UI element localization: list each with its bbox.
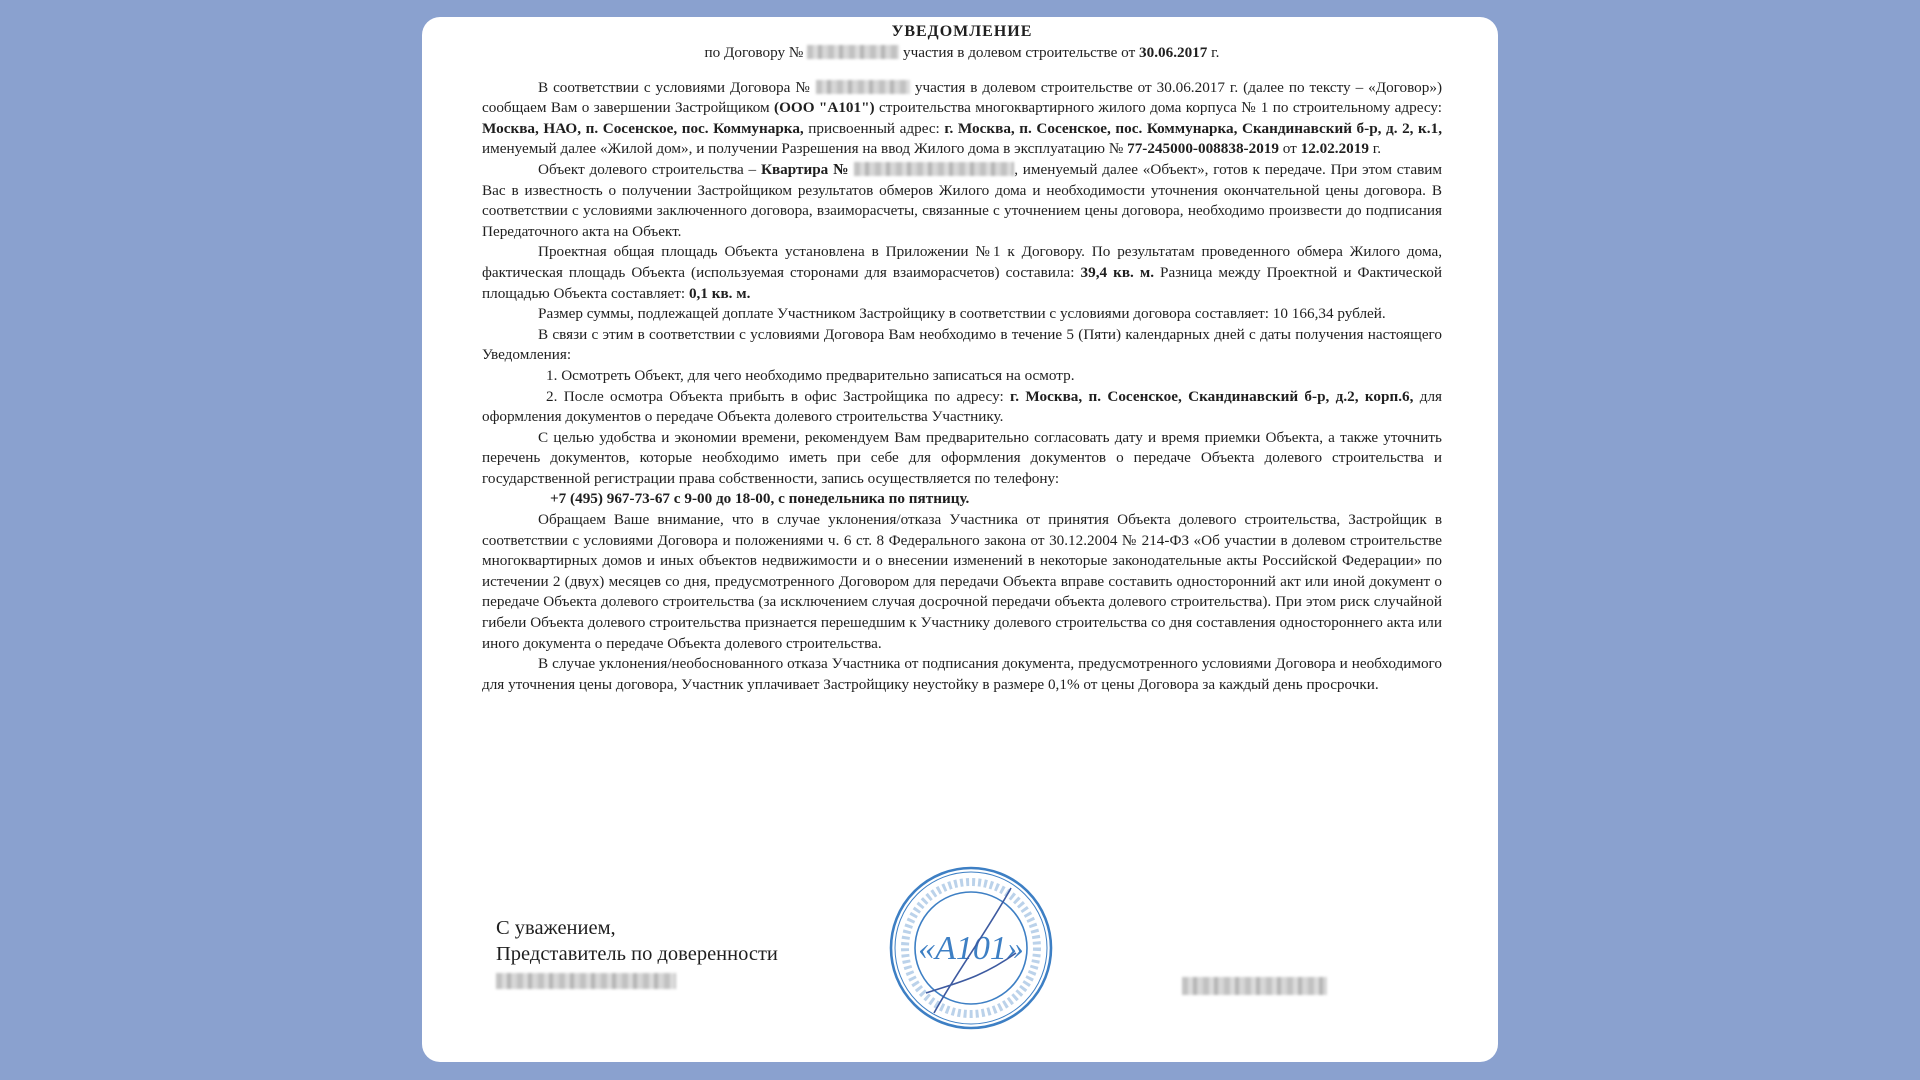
actual-area: 39,4 кв. м.	[1080, 263, 1155, 281]
redacted-contract-number	[807, 45, 899, 59]
paragraph-deadline: В связи с этим в соответствии с условиями Договора Вам необходимо в течение 5 (Пяти) календарных дней с даты получения настоящего Уведомления:	[482, 325, 1442, 364]
assigned-address: г. Москва, п. Сосенское, пос. Коммунарка, Скандинавский б-р, д. 2, к.1,	[944, 119, 1442, 137]
list-item-inspect: 1. Осмотреть Объект, для чего необходимо предварительно записаться на осмотр.	[546, 366, 1075, 384]
paragraph-sum	[482, 304, 1442, 325]
p2-b: , именуемый далее «Объект», готов к передаче. При этом ставим Вас в известность о получении Застройщиком результатов обмеров Жилого дома и необходимости уточнения окончательной цены договора. В соответствии с условиями заключенного договора, взаиморасчеты, связанные с уточнением цены договора, необходимо произвести до подписания Передаточного акта на Объект.	[482, 160, 1442, 240]
paragraph-appointment: С целью удобства и экономии времени, рекомендуем Вам предварительно согласовать дату и время приемки Объекта, а также уточнить перечень документов, которые необходимо иметь при себе для оформления документов о передаче Объекта долевого строительства и государственной регистрации права собственности, запись осуществляется по телефону:	[482, 428, 1442, 487]
p1-c: строительства многоквартирного жилого дома корпуса № 1 по строительному адресу:	[879, 99, 1443, 117]
paragraph-completion	[482, 78, 1442, 160]
redacted-contract-number	[816, 80, 910, 94]
area-difference: 0,1 кв. м.	[688, 284, 751, 302]
p1-e: именуемый далее «Жилой дом», и получении Разрешения на ввод Жилого дома в эксплуатацию №	[482, 140, 1124, 158]
company-name: (ООО "А101")	[774, 99, 875, 117]
p1-b: участия в долевом строительстве от 30.06.2017 г. (далее по тексту – «Договор») сообщаем Вам о завершении Застройщиком	[482, 78, 1443, 117]
li2-a: 2. После осмотра Объекта прибыть в офис Застройщика по адресу:	[546, 387, 1004, 405]
company-stamp	[886, 863, 1056, 1033]
flat-label: Квартира №	[760, 160, 850, 178]
phone-line: +7 (495) 967-73-67 с 9-00 до 18-00, с понедельника по пятницу.	[550, 490, 970, 508]
p3-b: Разница между Проектной и Фактической площадью Объекта составляет:	[482, 263, 1442, 302]
paragraph-penalty: В случае уклонения/необоснованного отказа Участника от подписания документа, предусмотренного условиями Договора и необходимого для уточнения цены договора, Участник уплачивает Застройщику неустойку в размере 0,1% от цены Договора за каждый день просрочки.	[482, 655, 1442, 693]
payment-sum: 10 166,34 рублей.	[1272, 305, 1386, 323]
subtitle-date: 30.06.2017	[1139, 44, 1208, 61]
subtitle-prefix: по Договору №	[704, 44, 804, 61]
redacted-power-of-attorney	[496, 973, 676, 989]
sign-representative: Представитель по доверенности	[496, 943, 778, 965]
document-page	[422, 17, 1498, 1062]
p1-d: присвоенный адрес:	[808, 119, 940, 137]
li2-b: для оформления документов о передаче Объекта долевого строительства Участнику.	[482, 387, 1443, 426]
permit-number: 77-245000-008838-2019	[1127, 140, 1279, 158]
subtitle-end: г.	[1211, 44, 1220, 61]
document-subtitle	[482, 43, 1442, 64]
redacted-flat-number	[854, 162, 1014, 176]
list-item-office	[482, 387, 1442, 428]
p1-a: В соответствии с условиями Договора №	[538, 78, 811, 96]
sign-regards: С уважением,	[496, 917, 616, 939]
p4-a: Размер суммы, подлежащей доплате Участником Застройщику в соответствии с условиями договора составляет:	[538, 305, 1269, 323]
paragraph-area	[482, 242, 1442, 304]
p2-a: Объект долевого строительства –	[538, 160, 757, 178]
signature-block	[496, 915, 778, 994]
stamp-company-text: «А101»	[918, 930, 1024, 967]
paragraph-object	[482, 160, 1442, 242]
office-address: г. Москва, п. Сосенское, Скандинавский б-р, д.2, корп.6,	[1010, 387, 1414, 405]
document-title: УВЕДОМЛЕНИЕ	[891, 23, 1033, 40]
permit-date: 12.02.2019	[1300, 140, 1369, 158]
construction-address: Москва, НАО, п. Сосенское, пос. Коммунарка,	[482, 119, 804, 137]
p1-f: от	[1282, 140, 1297, 158]
paragraph-evasion: Обращаем Ваше внимание, что в случае уклонения/отказа Участника от принятия Объекта долевого строительства, Застройщик в соответствии с условиями Договора и положениями ч. 6 ст. 8 Федерального закона от 30.12.2004 № 214-ФЗ «Об участии в долевом строительстве многоквартирных домов и иных объектов недвижимости и о внесении изменений в некоторые законодательные акты Российской Федерации» по истечении 2 (двух) месяцев со дня, предусмотренного Договором для передачи Объекта вправе составить односторонний акт или иной документ о передаче Объекта долевого строительства (за исключением случая досрочной передачи объекта долевого строительства). При этом риск случайной гибели Объекта долевого строительства признается перешедшим к Участнику долевого строительства со дня составления одностороннего акта или иного документа о передаче Объекта долевого строительства.	[482, 511, 1442, 652]
redacted-signature-name	[1182, 977, 1327, 995]
p1-g: г.	[1372, 140, 1382, 158]
p3-a: Проектная общая площадь Объекта установлена в Приложении №1 к Договору. По результатам проведенного обмера Жилого дома, фактическая площадь Объекта (используемая сторонами для взаиморасчетов) составила:	[482, 243, 1442, 281]
subtitle-text: участия в долевом строительстве от	[902, 44, 1136, 61]
document-body	[482, 21, 1442, 695]
